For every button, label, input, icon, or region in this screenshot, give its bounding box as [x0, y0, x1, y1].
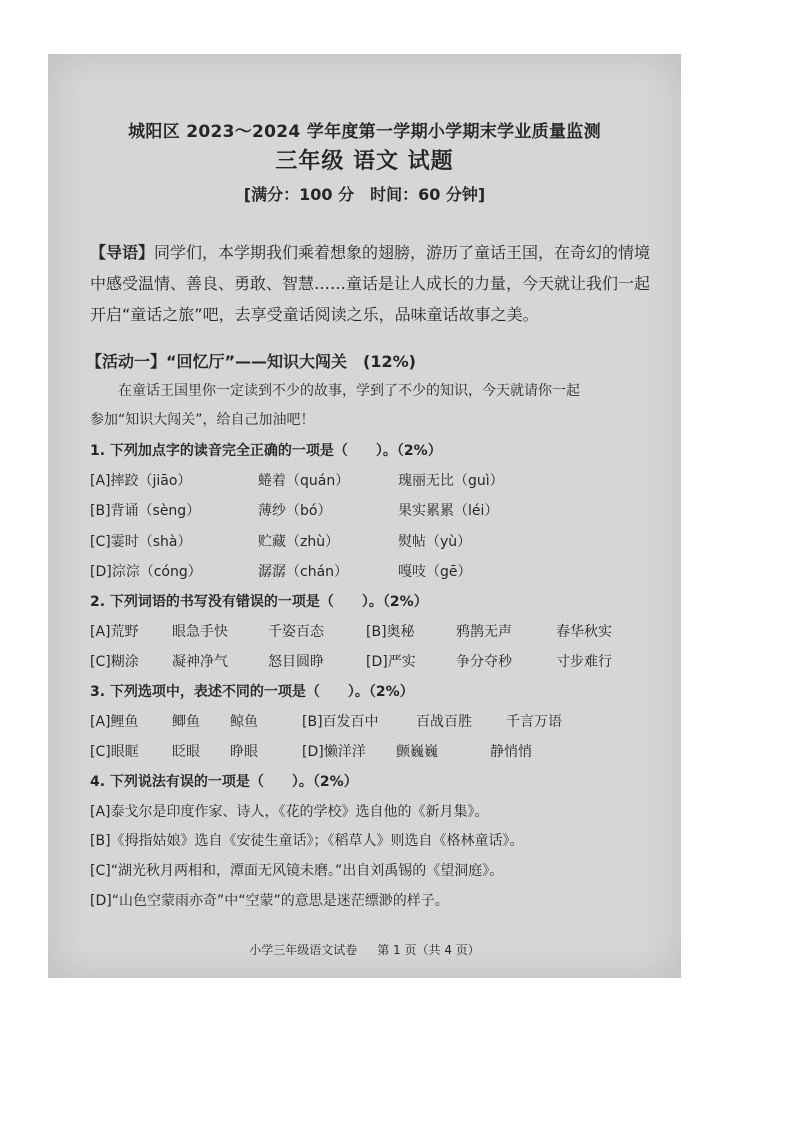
q2-c-3: 怒目圆睁: [268, 654, 324, 670]
q1-d-2: 潺潺（chán）: [258, 564, 349, 580]
q2-c-1: [C]糊涂: [90, 654, 139, 670]
q1-b-3: 果实累累（léi）: [398, 503, 499, 519]
q4-option-b: [B]《拇指姑娘》选自《安徒生童话》；《稻草人》则选自《格林童话》。: [90, 833, 524, 849]
q2-b-2: 鸦鹊无声: [456, 624, 512, 640]
q3-b-2: 百战百胜: [416, 714, 472, 730]
activity-desc-line-2: 参加“知识大闯关”，给自己加油吧！: [90, 412, 315, 428]
q1-a-3: 瑰丽无比（guì）: [398, 473, 504, 489]
intro-label: 【导语】: [90, 243, 155, 262]
q2-b-3: 春华秋实: [556, 624, 612, 640]
footer-page-number: 第 1 页（共 4 页）: [377, 943, 480, 957]
q2-d-1: [D]严实: [366, 654, 416, 670]
footer-exam-name: 小学三年级语文试卷: [249, 943, 358, 957]
q4-option-d: [D]“山色空蒙雨亦奇”中“空蒙”的意思是迷茫缥渺的样子。: [90, 893, 449, 909]
intro-text: 同学们，本学期我们乘着想象的翅膀，游历了童话王国，在奇幻的情境中感受温情、善良、勇敢、智慧……童话是让人成长的力量，今天就让我们一起开启“童话之旅”吧，去享受童话阅读之乐，品味童话故事之美。: [90, 243, 651, 324]
q2-d-2: 争分夺秒: [456, 654, 512, 670]
activity-desc-line-1: 在童话王国里你一定读到不少的故事，学到了不少的知识，今天就请你一起: [118, 383, 580, 399]
page-footer: [48, 941, 681, 958]
q3-a-3: 鲸鱼: [230, 714, 258, 730]
q3-b-3: 千言万语: [506, 714, 562, 730]
intro-paragraph: [90, 237, 665, 330]
q1-a-2: 蜷着（quán）: [258, 473, 350, 489]
q1-d-1: [D]淙淙（cóng）: [90, 564, 202, 580]
q1-b-1: [B]背诵（sèng）: [90, 503, 201, 519]
q2-a-2: 眼急手快: [172, 624, 228, 640]
q3-a-2: 鲫鱼: [172, 714, 200, 730]
question-4-stem: 4. 下列说法有误的一项是（ ）。（2%）: [90, 774, 358, 790]
q4-option-a: [A]泰戈尔是印度作家、诗人，《花的学校》选自他的《新月集》。: [90, 804, 489, 820]
q2-a-1: [A]荒野: [90, 624, 139, 640]
q3-c-3: 睁眼: [230, 744, 258, 760]
q3-c-1: [C]眼眶: [90, 744, 139, 760]
question-2-stem: 2. 下列词语的书写没有错误的一项是（ ）。（2%）: [90, 594, 428, 610]
question-3-stem: 3. 下列选项中，表述不同的一项是（ ）。（2%）: [90, 684, 414, 700]
q1-c-3: 熨帖（yù）: [398, 534, 472, 550]
q1-c-1: [C]霎时（shà）: [90, 534, 192, 550]
q2-b-1: [B]奥秘: [366, 624, 415, 640]
score-time-line: [满分：100 分 时间：60 分钟]: [243, 185, 486, 204]
q2-c-2: 凝神净气: [172, 654, 228, 670]
q2-d-3: 寸步难行: [556, 654, 612, 670]
q3-d-3: 静悄悄: [490, 744, 532, 760]
q3-c-2: 眨眼: [172, 744, 200, 760]
q1-b-2: 薄纱（bó）: [258, 503, 332, 519]
q3-a-1: [A]鲤鱼: [90, 714, 139, 730]
q1-a-1: [A]摔跤（jiāo）: [90, 473, 192, 489]
activity-one-title: 【活动一】“回忆厅”——知识大闯关 (12%): [86, 352, 416, 371]
q3-d-2: 颤巍巍: [396, 744, 438, 760]
q3-b-1: [B]百发百中: [302, 714, 379, 730]
q1-c-2: 贮藏（zhù）: [258, 534, 340, 550]
exam-paper: [48, 54, 681, 978]
question-1-stem: 1. 下列加点字的读音完全正确的一项是（ ）。（2%）: [90, 443, 442, 459]
q3-d-1: [D]懒洋洋: [302, 744, 366, 760]
exam-title: 三年级 语文 试题: [275, 149, 454, 174]
q4-option-c: [C]“湖光秋月两相和，潭面无风镜未磨。”出自刘禹锡的《望洞庭》。: [90, 863, 504, 879]
q1-d-3: 嘎吱（gē）: [398, 564, 472, 580]
q2-a-3: 千姿百态: [268, 624, 324, 640]
exam-header-line: 城阳区 2023～2024 学年度第一学期小学期末学业质量监测: [128, 122, 601, 142]
